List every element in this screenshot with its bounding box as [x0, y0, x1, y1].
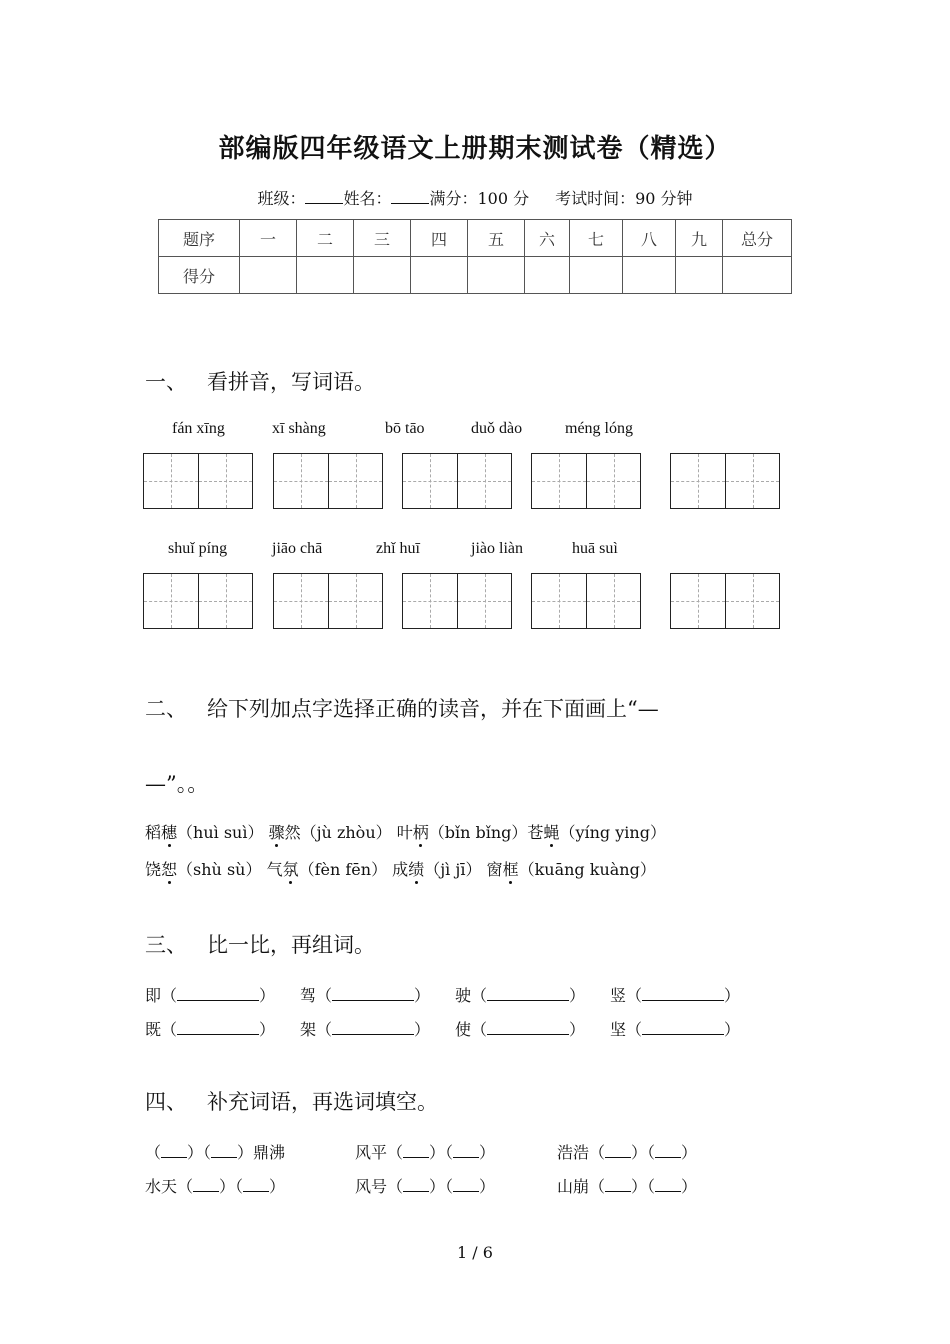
section-1-number: 一、 — [145, 370, 187, 394]
compare-item[interactable]: 坚（ ） — [610, 1020, 741, 1039]
score-table — [158, 219, 792, 294]
pinyin-label: huā suì — [572, 540, 618, 557]
class-label: 班级： — [257, 189, 306, 208]
score-col-4: 四 — [411, 220, 468, 257]
writing-grid[interactable] — [143, 453, 253, 509]
compare-item[interactable]: 竖（ ） — [610, 986, 741, 1005]
writing-grid[interactable] — [273, 573, 383, 629]
score-col-7: 七 — [570, 220, 623, 257]
pinyin-label: zhǐ huī — [376, 540, 420, 557]
page-number: 1 / 6 — [457, 1243, 493, 1262]
writing-grid[interactable] — [402, 453, 512, 509]
score-col-9: 九 — [676, 220, 723, 257]
pinyin-label: shuǐ píng — [168, 540, 228, 557]
score-col-8: 八 — [623, 220, 676, 257]
section-2-title: 给下列加点字选择正确的读音，并在下面画上“— — [207, 697, 659, 721]
reading-item: 气氛（fèn fēn） — [267, 860, 388, 879]
reading-item: 骤然（jù zhòu） — [269, 823, 392, 842]
section-2-title-continued: —”。。 — [145, 772, 209, 796]
reading-item: 稻穗（huì suì） — [145, 823, 263, 842]
score-row-label: 得分 — [159, 257, 240, 294]
score-cell[interactable] — [525, 257, 570, 294]
reading-line-1 — [145, 820, 666, 843]
writing-grid[interactable] — [402, 573, 512, 629]
score-cell[interactable] — [411, 257, 468, 294]
idiom-item[interactable]: 山崩（ ）（ ） — [557, 1177, 698, 1196]
exam-time: 考试时间：90 分钟 — [555, 189, 693, 208]
score-col-5: 五 — [468, 220, 525, 257]
score-header-row — [159, 220, 792, 257]
section-4-heading — [145, 1086, 438, 1116]
writing-grid[interactable] — [531, 573, 641, 629]
writing-grid[interactable] — [670, 453, 780, 509]
reading-item: 窗框（kuāng kuàng） — [487, 860, 656, 879]
pinyin-label: jiāo chā — [272, 540, 323, 557]
idiom-item[interactable]: 浩浩（ ）（ ） — [557, 1143, 698, 1162]
section-1-title: 看拼音，写词语。 — [207, 370, 375, 394]
pinyin-label: méng lóng — [565, 420, 633, 437]
pinyin-label: fán xīng — [172, 420, 225, 437]
reading-item: 叶柄（bǐn bǐng） — [397, 823, 528, 842]
compare-item[interactable]: 架（ ） — [300, 1020, 431, 1039]
pinyin-label: duǒ dào — [471, 420, 523, 437]
pinyin-label: bō tāo — [385, 420, 425, 437]
idiom-item[interactable]: 风平（ ）（ ） — [355, 1143, 496, 1162]
reading-line-2 — [145, 857, 656, 880]
compare-row-1 — [145, 983, 765, 1006]
idiom-row-1 — [145, 1140, 759, 1163]
score-cell[interactable] — [676, 257, 723, 294]
page-title: 部编版四年级语文上册期末测试卷（精选） — [218, 134, 732, 164]
full-score: 满分：100 分 — [429, 189, 530, 208]
compare-row-2 — [145, 1017, 765, 1040]
score-cell[interactable] — [297, 257, 354, 294]
compare-item[interactable]: 即（ ） — [145, 986, 276, 1005]
name-blank[interactable] — [391, 189, 429, 204]
section-3-heading — [145, 929, 375, 959]
score-col-2: 二 — [297, 220, 354, 257]
writing-grid[interactable] — [531, 453, 641, 509]
score-cell[interactable] — [240, 257, 297, 294]
compare-item[interactable]: 使（ ） — [455, 1020, 586, 1039]
exam-info — [0, 186, 950, 209]
writing-grid[interactable] — [273, 453, 383, 509]
reading-item: 成绩（jì jī） — [392, 860, 481, 879]
score-cell[interactable] — [354, 257, 411, 294]
section-2-number: 二、 — [145, 697, 187, 721]
section-3-number: 三、 — [145, 933, 187, 957]
section-1-heading — [145, 366, 375, 396]
writing-grid[interactable] — [670, 573, 780, 629]
reading-item: 饶恕（shù sù） — [145, 860, 261, 879]
score-col-1: 一 — [240, 220, 297, 257]
score-value-row — [159, 257, 792, 294]
idiom-item[interactable]: 风号（ ）（ ） — [355, 1177, 496, 1196]
reading-item: 苍蝇（yíng ying） — [527, 823, 666, 842]
score-col-3: 三 — [354, 220, 411, 257]
section-4-number: 四、 — [145, 1090, 187, 1114]
idiom-row-2 — [145, 1174, 759, 1197]
score-cell[interactable] — [570, 257, 623, 294]
compare-item[interactable]: 驶（ ） — [455, 986, 586, 1005]
compare-item[interactable]: 既（ ） — [145, 1020, 276, 1039]
score-col-total: 总分 — [723, 220, 792, 257]
pinyin-label: xī shàng — [272, 420, 326, 437]
section-3-title: 比一比，再组词。 — [207, 933, 375, 957]
section-2-heading — [145, 693, 659, 723]
section-4-title: 补充词语，再选词填空。 — [207, 1090, 438, 1114]
score-cell[interactable] — [623, 257, 676, 294]
idiom-item[interactable]: （ ）（ ）鼎沸 — [145, 1143, 286, 1162]
pinyin-label: jiào liàn — [471, 540, 523, 557]
score-header-label: 题序 — [159, 220, 240, 257]
compare-item[interactable]: 驾（ ） — [300, 986, 431, 1005]
idiom-item[interactable]: 水天（ ）（ ） — [145, 1177, 286, 1196]
writing-grid[interactable] — [143, 573, 253, 629]
score-cell[interactable] — [723, 257, 792, 294]
name-label: 姓名： — [343, 189, 392, 208]
score-col-6: 六 — [525, 220, 570, 257]
score-cell[interactable] — [468, 257, 525, 294]
class-blank[interactable] — [305, 189, 343, 204]
